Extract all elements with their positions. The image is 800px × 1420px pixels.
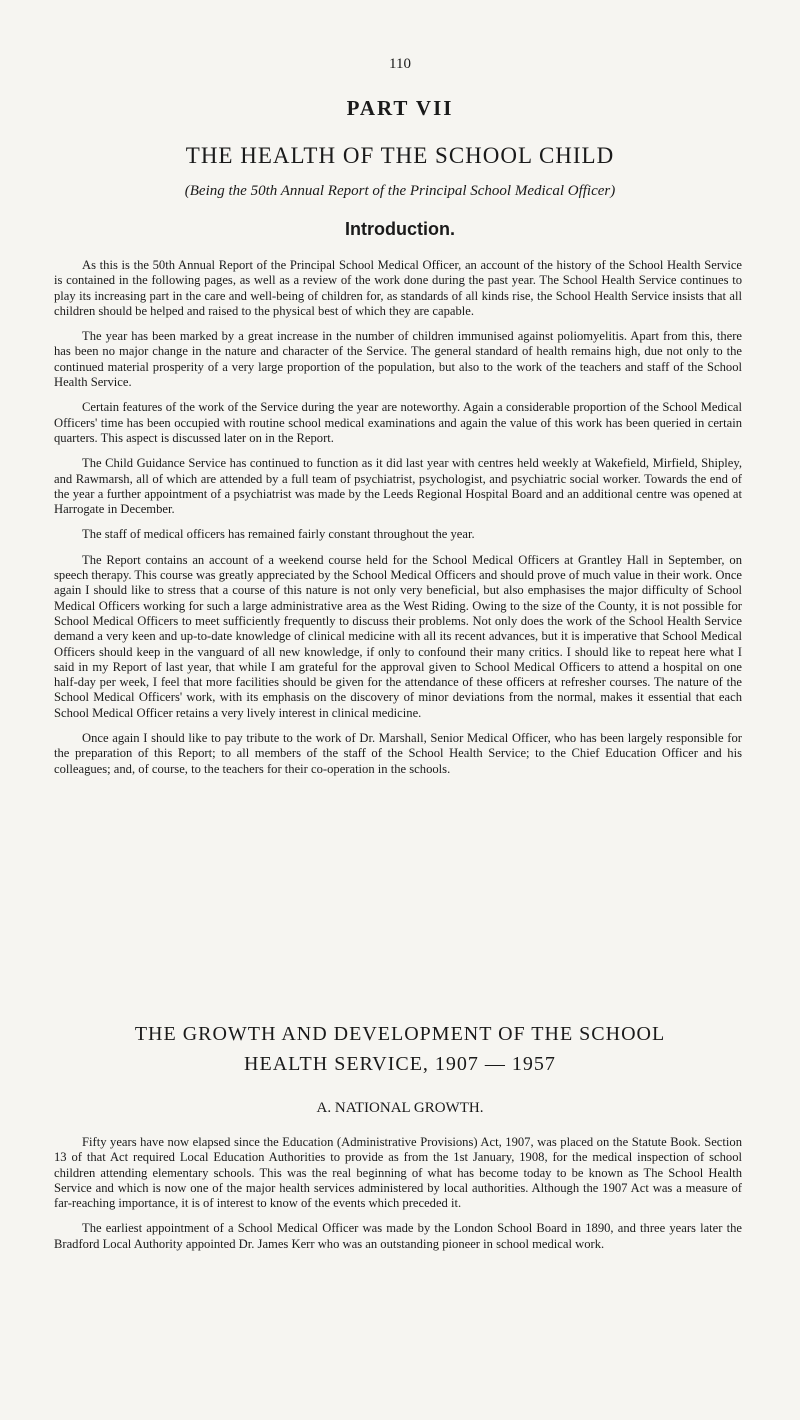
intro-paragraph-4: The Child Guidance Service has continued to function as it did last year with centres held weekly at Wakefield, Mirfield, Shipley, and Rawmarsh, all of which are attended by a full team of psychiatrist, psychologist, and psychiatric social worker. Towards the end of the year a further appointment of a psychiatrist was made by the Leeds Regional Hospital Board and an additional centre was opened at Harrogate in December.	[54, 456, 742, 517]
page-number: 110	[389, 56, 411, 72]
section-title	[0, 1019, 800, 1079]
intro-paragraph-7: Once again I should like to pay tribute to the work of Dr. Marshall, Senior Medical Officer, who has been largely responsible for the preparation of this Report; to all members of the staff of the School Health Service; to the Chief Education Officer and his colleagues; and, of course, to the teachers for their co-operation in the schools.	[54, 731, 742, 776]
section-subheading: A. NATIONAL GROWTH.	[316, 1100, 484, 1116]
introduction-body	[54, 258, 742, 787]
intro-paragraph-2: The year has been marked by a great increase in the number of children immunised against poliomyelitis. Apart from this, there has been no major change in the nature and character of the Service. The general standard of health remains high, due not only to the continued material prosperity of a very large proportion of the population, but also to the work of the teachers and staff of the School Health Service.	[54, 329, 742, 390]
document-subtitle: (Being the 50th Annual Report of the Principal School Medical Officer)	[184, 183, 616, 199]
section-title-line-2: HEALTH SERVICE, 1907 — 1957	[244, 1053, 556, 1075]
part-heading: PART VII	[346, 96, 454, 120]
section-body	[54, 1135, 742, 1262]
section-paragraph-1: Fifty years have now elapsed since the Education (Administrative Provisions) Act, 1907, was placed on the Statute Book. Section 13 of that Act required Local Education Authorities to provide as from the 1st January, 1908, for the medical inspection of school children attending elementary schools. This was the real beginning of what has become today to be known as The School Health Service and which is now one of the major health services administered by local authorities. Although the 1907 Act was a measure of far-reaching importance, it is of interest to know of the events which preceded it.	[54, 1135, 742, 1211]
intro-paragraph-5: The staff of medical officers has remained fairly constant throughout the year.	[82, 527, 475, 542]
intro-paragraph-6: The Report contains an account of a weekend course held for the School Medical Officers at Grantley Hall in September, on speech therapy. This course was greatly appreciated by the School Medical Officers and should prove of much value in their work. Once again I should like to stress that a course of this nature is not only very beneficial, but also emphasises the major difficulty of School Medical Officers working for such a large administrative area as the West Riding. Owing to the size of the County, it is not possible for School Medical Officers to meet sufficiently frequently to discuss their problems. Not only does the work of the School Health Service demand a very keen and up-to-date knowledge of clinical medicine with all its recent advances, but it is imperative that School Medical Officers should keep in the vanguard of all new knowledge, if only to confound their many critics. I should like to repeat here what I said in my Report of last year, that while I am grateful for the approval given to School Medical Officers to attend a hospital on one half-day per week, I feel that more facilities should be given for the attendance of these officers at refresher courses. The nature of the School Medical Officers' work, with its emphasis on the discovery of minor deviations from the normal, makes it essential that each School Medical Officer retains a very lively interest in clinical medicine.	[54, 552, 743, 720]
section-paragraph-2: The earliest appointment of a School Medical Officer was made by the London School Board in 1890, and three years later the Bradford Local Authority appointed Dr. James Kerr who was an outstanding pioneer in school medical work.	[54, 1221, 742, 1251]
introduction-heading: Introduction.	[345, 219, 455, 239]
section-title-line-1: THE GROWTH AND DEVELOPMENT OF THE SCHOOL	[134, 1023, 666, 1045]
intro-paragraph-3: Certain features of the work of the Service during the year are noteworthy. Again a considerable proportion of the School Medical Officers' time has been occupied with routine school medical examinations and again the value of this work has been queried in certain quarters. This aspect is discussed later on in the Report.	[54, 400, 742, 445]
intro-paragraph-1: As this is the 50th Annual Report of the Principal School Medical Officer, an account of the history of the School Health Service is contained in the following pages, as well as a review of the work done during the past year. The School Health Service continues to play its increasing part in the care and well-being of children for, as standards of all kinds rise, the School Health Service insists that all children should be helped and raised to the physical best of which they are capable.	[54, 258, 742, 318]
document-title: THE HEALTH OF THE SCHOOL CHILD	[185, 143, 615, 168]
